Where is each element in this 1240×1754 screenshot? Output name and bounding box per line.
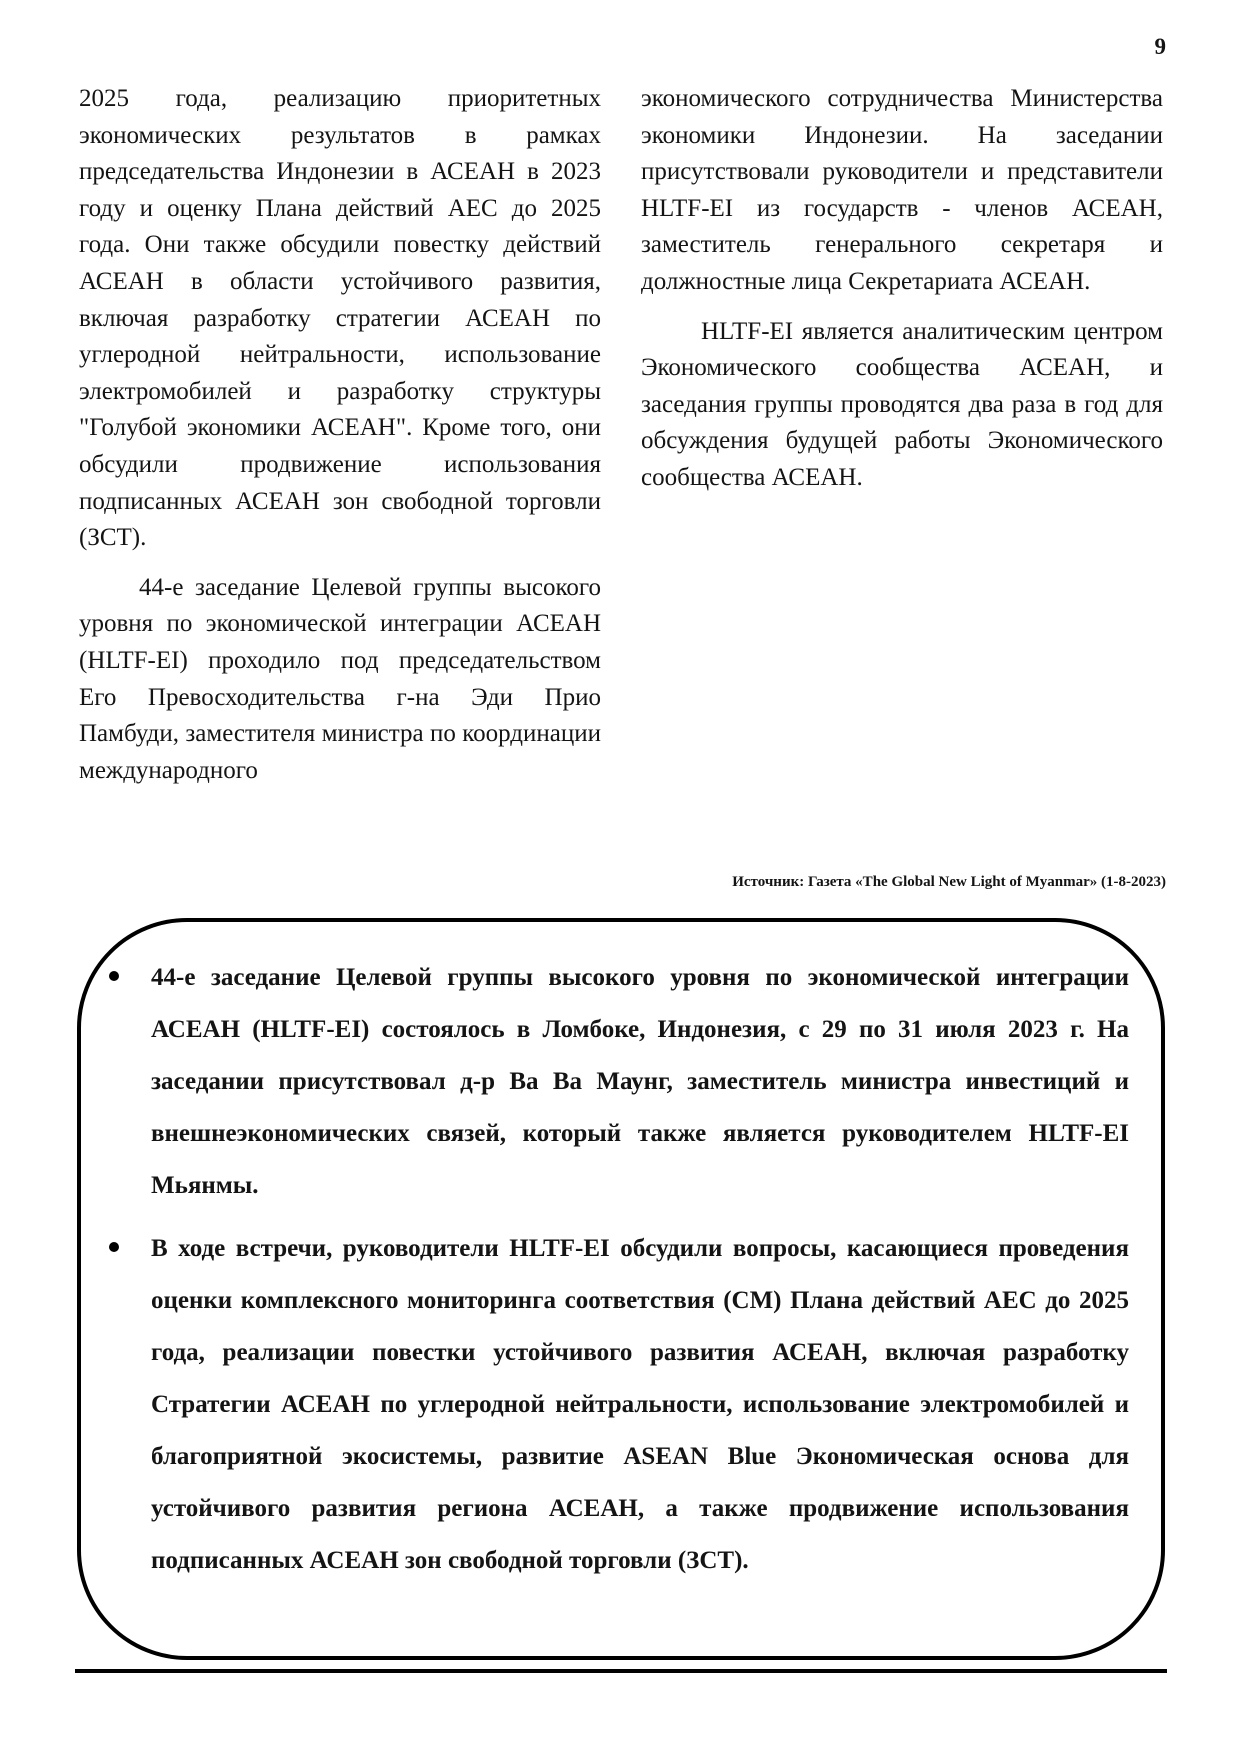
summary-bullet-item <box>151 1223 1129 1587</box>
left-paragraph-continued: 2025 года, реализацию приоритетных экономических результатов в рамках председательства Индонезии в АСЕАН в 2023 году и оценку Плана действий АЕС до 2025 года. Они также обсудили повестку действий АСЕАН в области устойчивого развития, включая разработку стратегии АСЕАН по углеродной нейтральности, использование электромобилей и разработку структуры "Голубой экономики АСЕАН". Кроме того, они обсудили продвижение использования подписанных АСЕАН зон свободной торговли (ЗСТ). <box>79 85 601 552</box>
summary-bullet-item <box>151 952 1129 1212</box>
left-paragraph-meeting: 44-е заседание Целевой группы высокого уровня по экономической интеграции АСЕАН (HLTF-EI) проходило под председательством Его Превосходительства г-на Эди Прио Памбуди, заместителя министра по координации международного <box>79 573 601 784</box>
right-paragraph-continued: экономического сотрудничества Министерства экономики Индонезии. На заседании присутствовали руководители и представители HLTF-EI из государств - членов АСЕАН, заместитель генерального секретаря и должностные лица Секретариата АСЕАН. <box>641 85 1163 295</box>
source-citation: Источник: Газета «The Global New Light of Myanmar» (1-8-2023) <box>732 874 1166 890</box>
summary-bullet-list <box>151 952 1129 1598</box>
summary-bullet-text: В ходе встречи, руководители HLTF-EI обсудили вопросы, касающиеся проведения оценки комплексного мониторинга соответствия (CM) Плана действий АЕС до 2025 года, реализации повестки устойчивого развития АСЕАН, включая разработку Стратегии АСЕАН по углеродной нейтральности, использование электромобилей и благоприятной экосистемы, развитие ASEAN Blue Экономическая основа для устойчивого развития региона АСЕАН, а также продвижение использования подписанных АСЕАН зон свободной торговли (ЗСТ). <box>151 1235 1129 1574</box>
bullet-icon <box>109 971 119 981</box>
summary-box <box>77 918 1165 1660</box>
right-paragraph-think-tank: HLTF-EI является аналитическим центром Экономического сообщества АСЕАН, и заседания группы проводятся два раза в год для обсуждения будущей работы Экономического сообщества АСЕАН. <box>641 317 1163 491</box>
right-column <box>641 81 1163 510</box>
page-number: 9 <box>1154 34 1166 59</box>
left-column <box>79 81 601 802</box>
summary-bullet-text: 44-е заседание Целевой группы высокого уровня по экономической интеграции АСЕАН (HLTF-EI) состоялось в Ломбоке, Индонезия, с 29 по 31 июля 2023 г. На заседании присутствовал д-р Ва Ва Маунг, заместитель министра инвестиций и внешнеэкономических связей, который также является руководителем HLTF-EI Мьянмы. <box>151 964 1129 1199</box>
bottom-divider <box>75 1669 1167 1673</box>
bullet-icon <box>109 1242 119 1252</box>
